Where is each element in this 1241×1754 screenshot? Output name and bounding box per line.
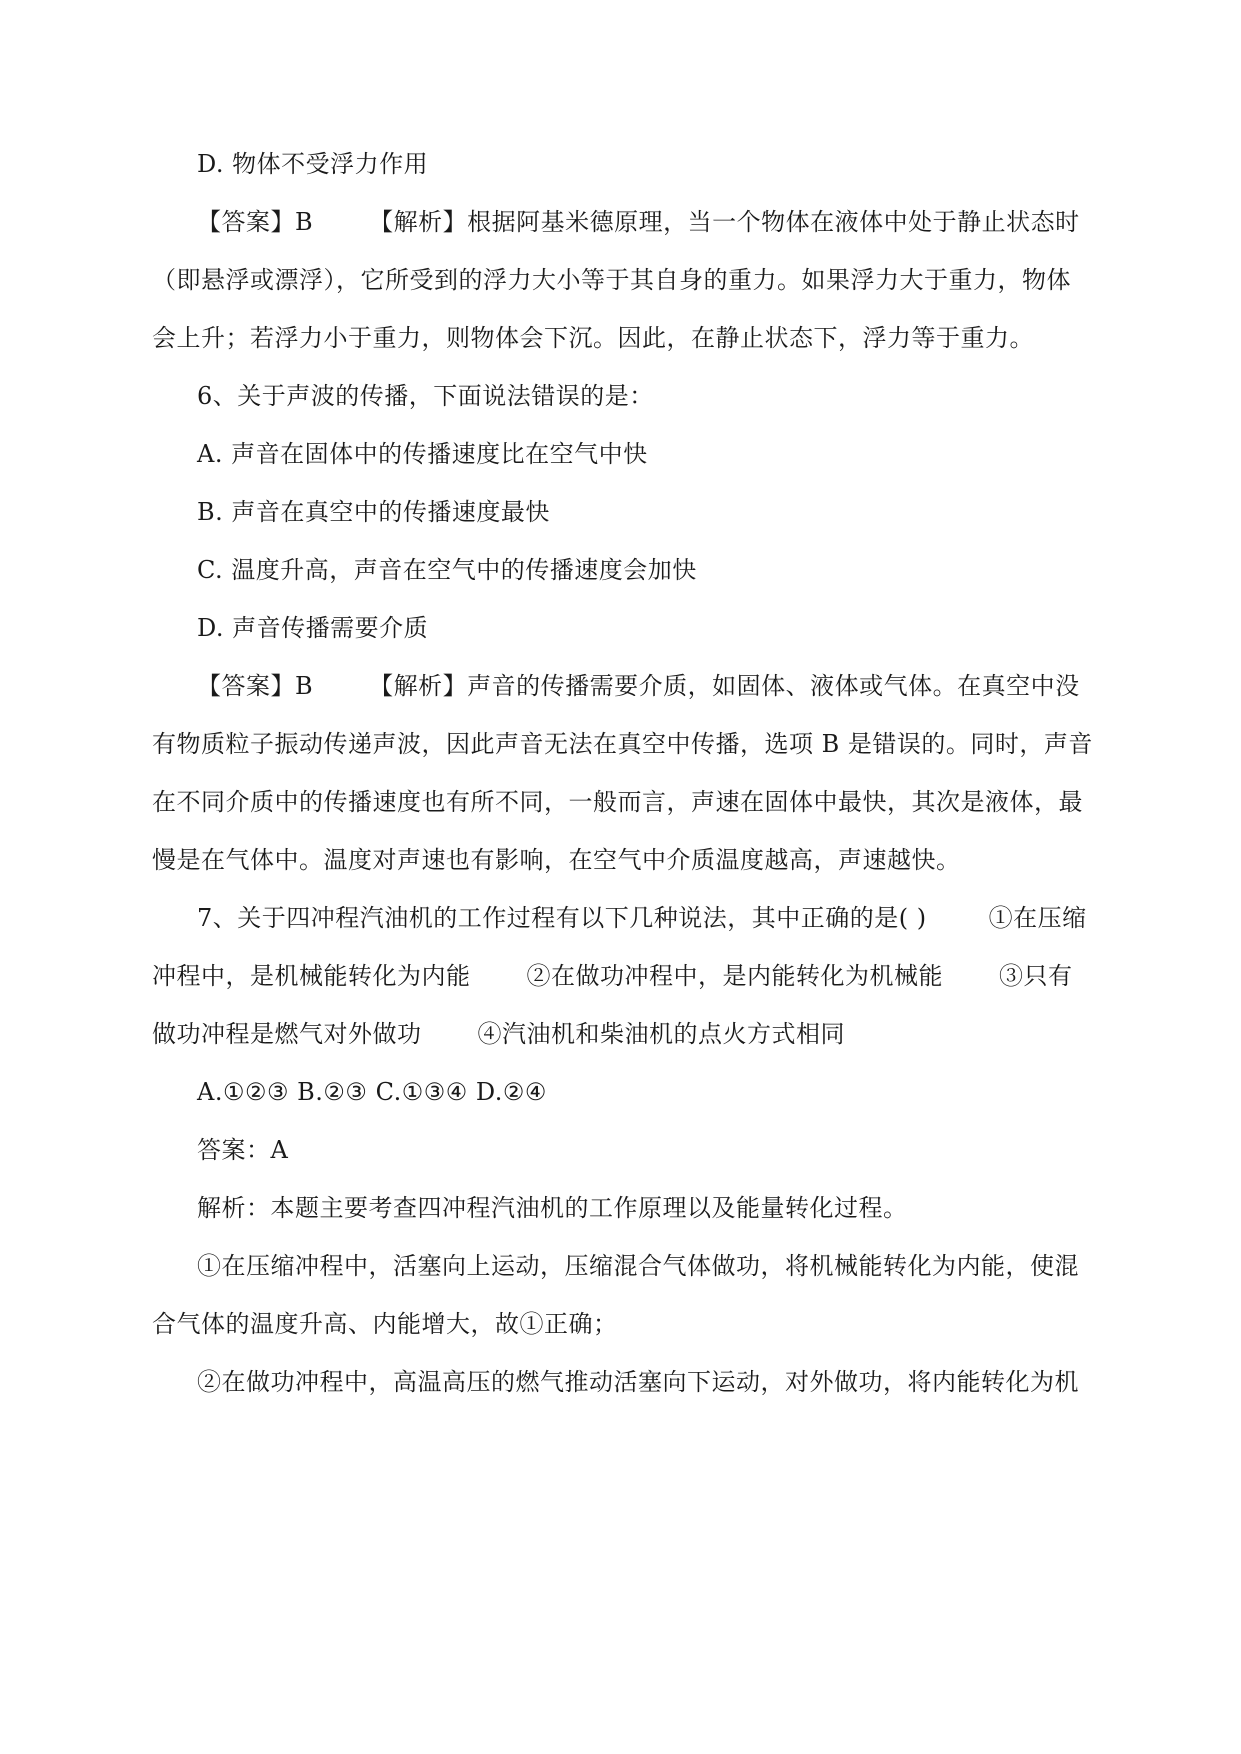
q7-statement-3-start: ③只有 [999,962,1073,990]
q7-question-stem: 7、关于四冲程汽油机的工作过程有以下几种说法，其中正确的是( ) [197,904,927,932]
q6-option-d: D. 声音传播需要介质 [197,614,429,642]
q6-analysis-line-3: 在不同介质中的传播速度也有所不同，一般而言，声速在固体中最快，其次是液体，最 [152,788,1083,816]
q6-analysis-line-4: 慢是在气体中。温度对声速也有影响，在空气中介质温度越高，声速越快。 [152,846,961,874]
q5-answer-label: 【答案】B [197,208,314,236]
q7-question-line-3 [152,1018,845,1050]
q7-options: A.①②③ B.②③ C.①③④ D.②④ [197,1078,547,1106]
q5-analysis-text-1: 根据阿基米德原理，当一个物体在液体中处于静止状态时 [467,208,1080,236]
q7-question-line-2 [152,960,1073,992]
q7-statement-4: ④汽油机和柴油机的点火方式相同 [477,1020,845,1048]
q7-answer: 答案：A [197,1136,289,1164]
q7-statement-3-end: 做功冲程是燃气对外做功 [152,1020,422,1048]
q5-analysis-line-2: （即悬浮或漂浮），它所受到的浮力大小等于其自身的重力。如果浮力大于重力，物体 [152,266,1071,294]
q6-analysis-label: 【解析】 [369,672,468,700]
q6-option-c: C. 温度升高，声音在空气中的传播速度会加快 [197,556,697,584]
q7-point-1-line-2: 合气体的温度升高、内能增大，故①正确； [152,1310,618,1338]
q6-answer-label: 【答案】B [197,672,314,700]
q7-question-line-1 [197,902,1087,934]
q5-analysis-label: 【解析】 [369,208,468,236]
q7-point-1-line-1: ①在压缩冲程中，活塞向上运动，压缩混合气体做功，将机械能转化为内能，使混 [197,1252,1079,1280]
q6-option-a: A. 声音在固体中的传播速度比在空气中快 [197,440,648,468]
q6-analysis-line-2: 有物质粒子振动传递声波，因此声音无法在真空中传播，选项 B 是错误的。同时，声音 [152,730,1093,758]
q7-statement-1-end: 冲程中，是机械能转化为内能 [152,962,471,990]
q6-analysis-text-1: 声音的传播需要介质，如固体、液体或气体。在真空中没 [467,672,1080,700]
q6-answer-analysis-line-1 [197,670,1080,702]
q5-option-d: D. 物体不受浮力作用 [197,150,429,178]
q7-analysis-intro: 解析：本题主要考查四冲程汽油机的工作原理以及能量转化过程。 [197,1194,908,1222]
q7-statement-1-start: ①在压缩 [988,904,1087,932]
q7-statement-2: ②在做功冲程中，是内能转化为机械能 [526,962,943,990]
q6-question: 6、关于声波的传播，下面说法错误的是： [197,382,654,410]
q5-answer-analysis-line-1 [197,206,1080,238]
q7-point-2-line-1: ②在做功冲程中，高温高压的燃气推动活塞向下运动，对外做功，将内能转化为机 [197,1368,1079,1396]
q5-analysis-line-3: 会上升；若浮力小于重力，则物体会下沉。因此，在静止状态下，浮力等于重力。 [152,324,1034,352]
q6-option-b: B. 声音在真空中的传播速度最快 [197,498,550,526]
